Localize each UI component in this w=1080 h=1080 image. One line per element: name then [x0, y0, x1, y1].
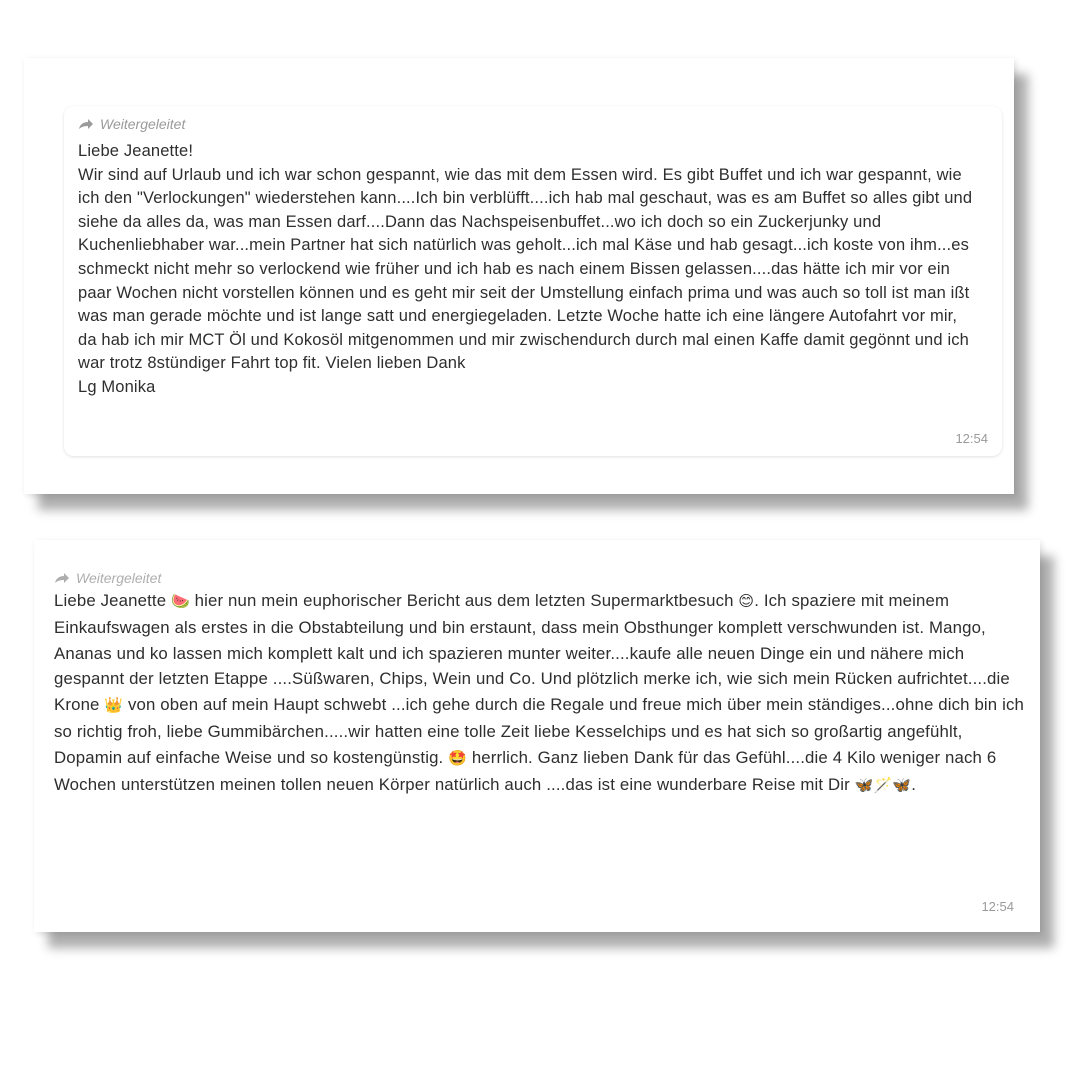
message-signature: Lg Monika — [78, 377, 156, 396]
message-bubble[interactable] — [64, 106, 1002, 456]
smile-emoji-icon: 😊 — [738, 592, 755, 610]
message-text-part: herrlich. Ganz lieben Dank für das Gefühl....die 4 Kilo weniger nach 6 Wochen unterstützen meinen tollen neuen Körper natürlich auch ....das ist eine wunderbare Reise mit Dir — [54, 747, 997, 794]
message-text — [54, 588, 1026, 798]
screenshot-card-1 — [24, 58, 1014, 494]
message-text-part: hier nun mein euphorischer Bericht aus dem letzten Supermarktbesuch — [189, 591, 739, 610]
message-timestamp: 12:54 — [955, 431, 988, 446]
message-bubble[interactable] — [44, 570, 1028, 920]
forward-arrow-icon — [78, 118, 94, 130]
message-timestamp: 12:54 — [981, 899, 1014, 914]
watermelon-emoji-icon: 🍉 — [171, 592, 190, 610]
message-body: Wir sind auf Urlaub und ich war schon gespannt, wie das mit dem Essen wird. Es gibt Buffet und ich war gespannt, wie ich den "Verlockungen" wiederstehen kann....Ich bin verblüfft....ich hab mal geschaut, was es am Buffet so alles gibt und siehe da alles da, was man Essen darf....Dann das Nachspeisenbuffet...wo ich doch so ein Zuckerjunky und Kuchenliebhaber war...mein Partner hat sich natürlich was geholt...ich mal Käse und hab gesagt...ich koste von ihm...es schmeckt nicht mehr so verlockend wie früher und ich hab es nach einem Bissen gelassen....das hätte ich mir vor ein paar Wochen nicht vorstellen können und es geht mir seit der Umstellung einfach prima und was auch so toll ist man ißt was man gerade möchte und ist lange satt und energiegeladen. Letzte Woche hatte ich eine längere Autofahrt vor mir, da hab ich mir MCT Öl und Kokosöl mitgenommen und mir zwischendurch durch mal einen Kaffe damit gegönnt und ich war trotz 8stündiger Fahrt top fit. Vielen lieben Dank — [78, 165, 973, 373]
message-text-part: Liebe Jeanette — [54, 591, 172, 610]
message-text — [78, 140, 978, 400]
starstruck-emoji-icon: 🤩 — [448, 748, 468, 767]
message-text-part: . — [911, 774, 917, 794]
butterfly-emoji-icon: 🦋🪄🦋 — [854, 775, 912, 794]
forwarded-text: Weitergeleitet — [76, 570, 162, 586]
message-greeting: Liebe Jeanette! — [78, 142, 194, 160]
forwarded-text: Weitergeleitet — [100, 116, 186, 132]
forward-arrow-icon — [54, 572, 70, 584]
message-text-part: von oben auf mein Haupt schwebt ...ich gehe durch die Regale und freue mich über mein ständiges...ohne dich bin ich so richtig froh, liebe Gummibärchen.....wir hatten eine tolle Zeit liebe Kesselchips und es hat sich so großartig angefühlt, Dopamin auf einfache Weise und so kostengünstig. — [54, 695, 1024, 767]
forwarded-label — [78, 116, 185, 132]
screenshot-card-2 — [34, 540, 1040, 932]
crown-emoji-icon: 👑 — [104, 696, 124, 715]
message-text-part: . Ich spaziere mit meinem Einkaufswagen als erstes in die Obstabteilung und bin erstaunt, dass mein Obsthunger komplett verschwunden ist. Mango, Ananas und ko lassen mich komplett kalt und ich spazieren munter weiter....kaufe alle neuen Dinge ein und nähere mich gespannt der letzten Etappe ....Süßwaren, Chips, Wein und Co. Und plötzlich merke ich, wie sich mein Rücken aufrichtet....die Krone — [54, 591, 1010, 715]
forwarded-label — [54, 570, 161, 586]
